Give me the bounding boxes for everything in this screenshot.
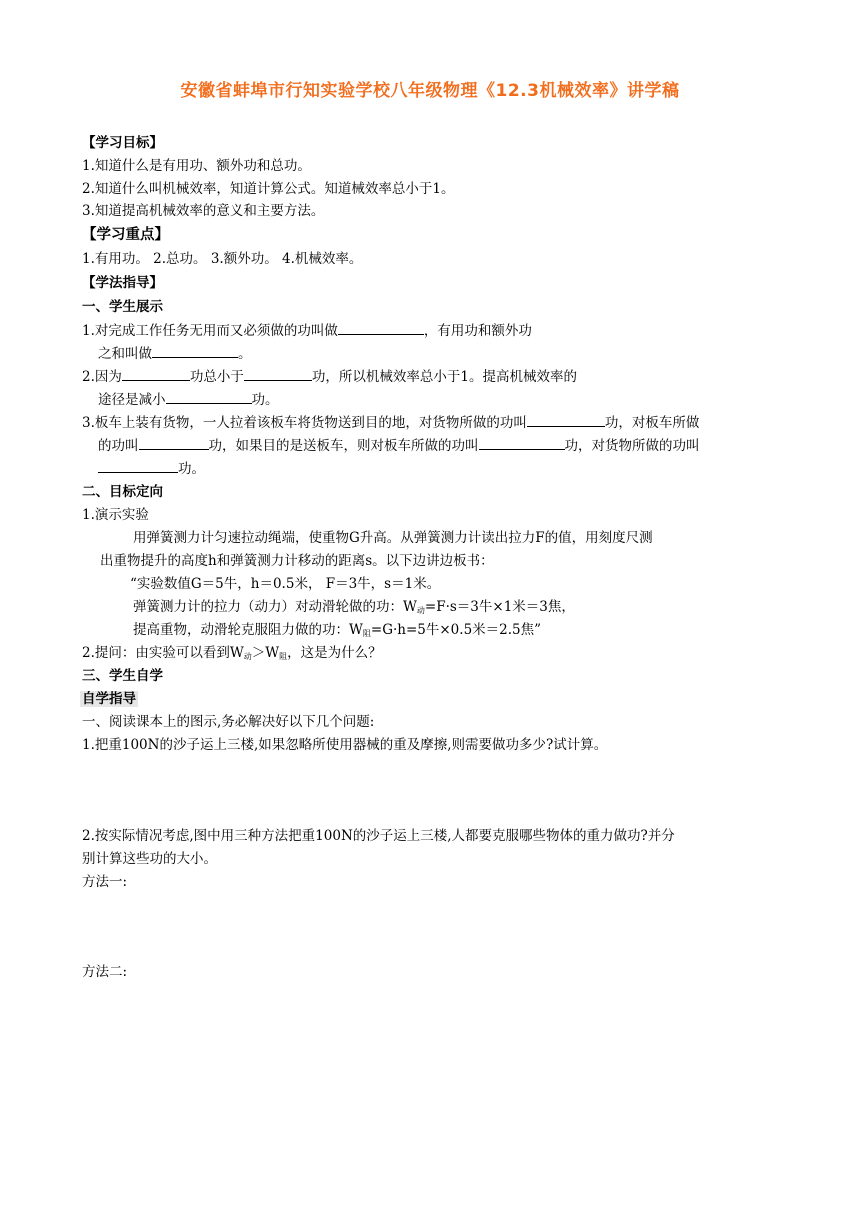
- guide-heading: 【学法指导】: [82, 275, 163, 291]
- formula-text: 提高重物，动滑轮克服阻力做的功：W: [133, 622, 363, 638]
- question-text: ＞W: [251, 645, 280, 661]
- question-text: 功，所以机械效率总小于1。提高机械效率的: [311, 369, 577, 385]
- answer-blank[interactable]: [122, 367, 190, 381]
- self-study-guide-label: [80, 690, 138, 708]
- question-text: 途径是减小: [98, 392, 166, 408]
- question-line: [82, 321, 532, 340]
- demo-label: 1.演示实验: [82, 507, 149, 523]
- question-text: 1.对完成工作任务无用而又必须做的功叫做: [82, 323, 338, 339]
- answer-blank[interactable]: [244, 367, 312, 381]
- formula-subscript: 动: [416, 606, 425, 615]
- question-text: 功总小于: [189, 369, 244, 385]
- answer-blank[interactable]: [527, 413, 605, 427]
- answer-blank[interactable]: [139, 436, 209, 450]
- demo-paragraph: 出重物提升的高度h和弹簧测力计移动的距离s。以下边讲边板书：: [100, 553, 494, 569]
- section1-heading: 一、学生展示: [82, 299, 163, 315]
- objectives-heading: 【学习目标】: [82, 135, 163, 151]
- objective-item: 3.知道提高机械效率的意义和主要方法。: [82, 203, 325, 219]
- demo-paragraph: “实验数值G＝5牛，h＝0.5米， F＝3牛，s＝1米。: [130, 576, 441, 592]
- answer-blank[interactable]: [166, 390, 252, 404]
- question-text: 2.提问：由实验可以看到W: [82, 645, 244, 661]
- demo-formula: [133, 621, 541, 643]
- demo-paragraph: 用弹簧测力计匀速拉动绳端，使重物G升高。从弹簧测力计读出拉力F的值，用刻度尺测: [133, 530, 653, 546]
- question-line: [98, 344, 252, 363]
- highlighted-label: 自学指导: [82, 691, 136, 707]
- formula-subscript: 阻: [362, 629, 371, 638]
- question-text: 功，如果目的是送板车，则对板车所做的功叫: [208, 438, 479, 454]
- question-text: 之和叫做: [98, 346, 152, 362]
- question-text: 功，对货物所做的功叫: [564, 438, 700, 454]
- method-label: 方法二:: [82, 964, 128, 980]
- question-line: 1.把重100N的沙子运上三楼,如果忽略所使用器械的重及摩擦,则需要做功多少?试计算。: [82, 737, 608, 753]
- question-text: 功，对板车所做: [604, 415, 700, 431]
- formula-text: 弹簧测力计的拉力（动力）对动滑轮做的功：W: [133, 599, 417, 615]
- question-text: 功。: [251, 392, 279, 408]
- question-line: [82, 367, 577, 386]
- formula-subscript: 动: [243, 652, 252, 661]
- question-text: 3.板车上装有货物，一人拉着该板车将货物送到目的地，对货物所做的功叫: [82, 415, 527, 431]
- question-line: 2.按实际情况考虑,图中用三种方法把重100N的沙子运上三楼,人都要克服哪些物体的重力做功?并分: [82, 828, 675, 844]
- method-label: 方法一:: [82, 874, 128, 890]
- question-line: [98, 390, 279, 409]
- question-text: ，有用功和额外功: [423, 323, 532, 339]
- intro-text: 一、阅读课本上的图示,务必解决好以下几个问题:: [82, 714, 375, 730]
- key-points-heading: 【学习重点】: [82, 227, 169, 243]
- question-text: 功。: [178, 461, 205, 477]
- question-line: [82, 413, 699, 432]
- formula-text: =F·s＝3牛×1米＝3焦，: [424, 599, 575, 615]
- answer-blank[interactable]: [98, 459, 178, 473]
- objective-item: 2.知道什么叫机械效率，知道计算公式。知道械效率总小于1。: [82, 181, 455, 197]
- answer-blank[interactable]: [479, 436, 565, 450]
- key-points-text: 1.有用功。 2.总功。 3.额外功。 4.机械效率。: [82, 251, 363, 267]
- question-line: [98, 459, 205, 478]
- section2-heading: 二、目标定向: [82, 484, 163, 500]
- section3-heading: 三、学生自学: [82, 668, 163, 684]
- answer-blank[interactable]: [152, 344, 238, 358]
- question-text: 。: [238, 346, 252, 362]
- page-title: 安徽省蚌埠市行知实验学校八年级物理《12.3机械效率》讲学稿: [180, 81, 680, 101]
- question-text: 的功叫: [98, 438, 139, 454]
- objective-item: 1.知道什么是有用功、额外功和总功。: [82, 158, 311, 174]
- question-line: [98, 436, 700, 455]
- formula-subscript: 阻: [279, 652, 288, 661]
- question-line: 别计算这些功的大小。: [82, 851, 217, 867]
- demo-formula: [133, 598, 575, 620]
- answer-blank[interactable]: [338, 321, 424, 335]
- question-line: [82, 644, 382, 666]
- question-text: ，这是为什么？: [287, 645, 382, 661]
- question-text: 2.因为: [82, 369, 122, 385]
- formula-text: =G·h=5牛×0.5米＝2.5焦”: [370, 622, 542, 638]
